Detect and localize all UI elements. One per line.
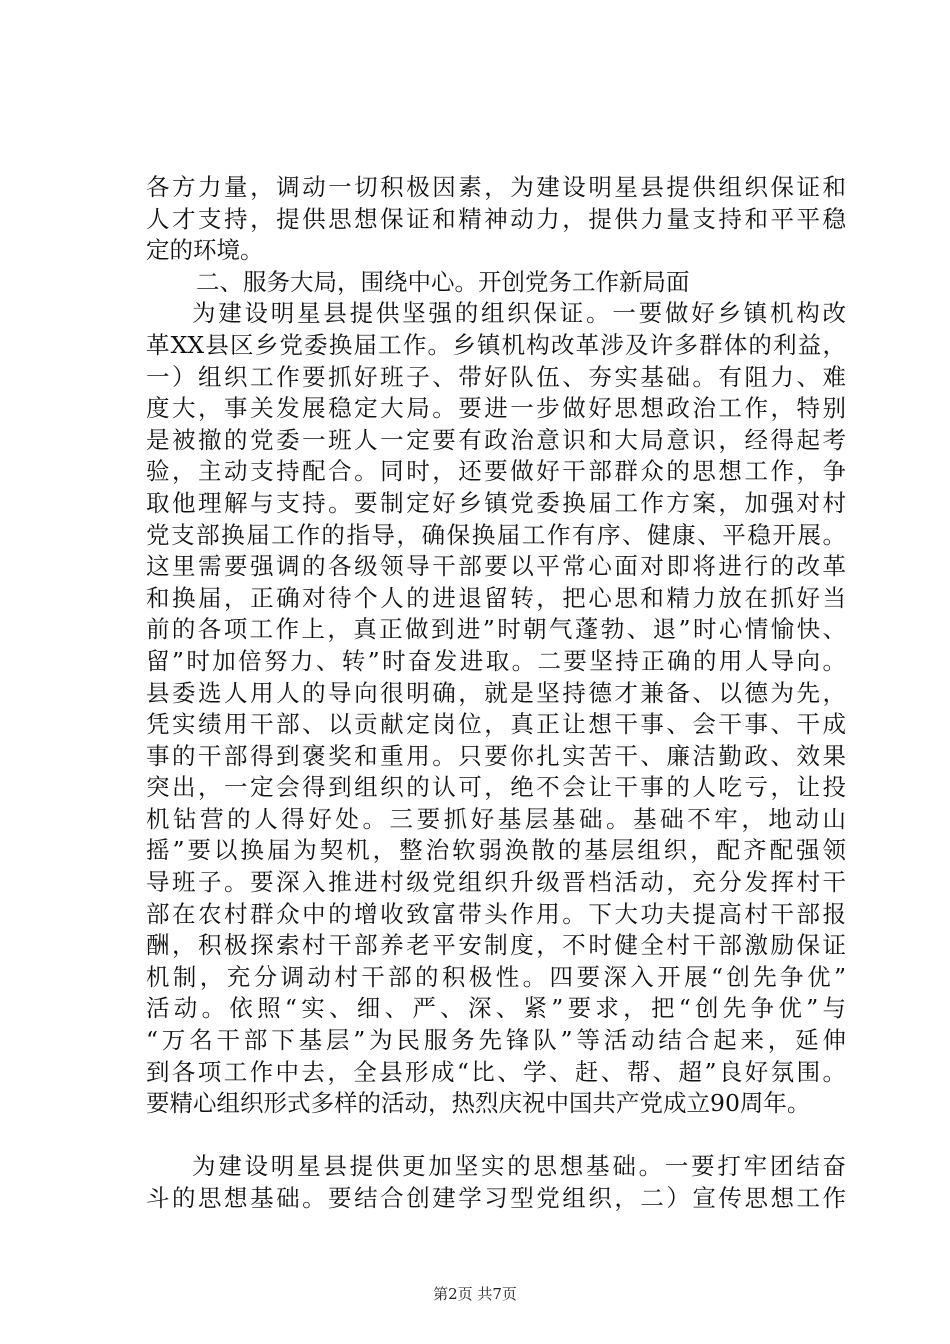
text-line: 部在农村群众中的增收致富带头作用。下大功夫提高村干部报 [146,899,846,928]
text-line: 革XX县区乡党委换届工作。乡镇机构改革涉及许多群体的利益， [146,330,846,359]
text-line: 导班子。要深入推进村级党组织升级晋档活动，充分发挥村干 [146,868,846,897]
page-indicator: 第2页 共7页 [433,1285,517,1303]
text-line: 事的干部得到褒奖和重用。只要你扎实苦干、廉洁勤政、效果 [146,741,846,770]
text-line: 前的各项工作上，真正做到进”时朝气蓬勃、退”时心情愉快、 [146,615,846,644]
text-line: 取他理解与支持。要制定好乡镇党委换届工作方案，加强对村 [146,488,846,517]
text-line: 和换届，正确对待个人的进退留转，把心思和精力放在抓好当 [146,583,846,612]
text-line: 度大，事关发展稳定大局。要进一步做好思想政治工作，特别 [146,394,846,423]
text-line: 摇”要以换届为契机，整治软弱涣散的基层组织，配齐配强领 [146,836,846,865]
text-line: 一）组织工作要抓好班子、带好队伍、夯实基础。有阻力、难 [146,362,846,391]
text-line: “万名干部下基层”为民服务先锋队”等活动结合起来，延伸 [146,1026,846,1055]
text-line: 这里需要强调的各级领导干部要以平常心面对即将进行的改革 [146,552,846,581]
text-line: 机制，充分调动村干部的积极性。四要深入开展“创先争优” [146,962,846,991]
paragraph-gap [146,1120,846,1152]
text-line: 留”时加倍努力、转”时奋发进取。二要坚持正确的用人导向。 [146,646,846,675]
paragraph-intro [146,172,846,267]
document-body [146,172,846,1215]
text-line: 凭实绩用干部、以贡献定岗位，真正让想干事、会干事、干成 [146,710,846,739]
text-line: 人才支持，提供思想保证和精神动力，提供力量支持和平平稳 [146,204,846,233]
text-line: 各方力量，调动一切积极因素，为建设明星县提供组织保证和 [146,173,846,201]
text-line: 是被撤的党委一班人一定要有政治意识和大局意识，经得起考 [146,425,846,454]
text-line: 斗的思想基础。要结合创建学习型党组织，二）宣传思想工作 [146,1184,846,1212]
text-line: 验，主动支持配合。同时，还要做好干部群众的思想工作，争 [146,457,846,486]
section-heading [146,267,846,299]
text-line: 县委选人用人的导向很明确，就是坚持德才兼备、以德为先， [146,678,846,707]
text-line: 为建设明星县提供更加坚实的思想基础。一要打牢团结奋 [192,1152,846,1181]
paragraph-propaganda [146,1151,846,1214]
text-line: 突出，一定会得到组织的认可，绝不会让干事的人吃亏，让投 [146,773,846,802]
text-line: 党支部换届工作的指导，确保换届工作有序、健康、平稳开展。 [146,520,846,549]
text-line: 定的环境。 [146,236,264,265]
text-line: 要精心组织形式多样的活动，热烈庆祝中国共产党成立90周年。 [146,1089,811,1118]
text-line: 活动。依照“实、细、严、深、紧”要求，把“创先争优”与 [146,994,846,1023]
text-line: 酬，积极探索村干部养老平安制度，不时健全村干部激励保证 [146,931,846,960]
text-line: 机钻营的人得好处。三要抓好基层基础。基础不牢，地动山 [146,804,846,833]
paragraph-organization [146,298,846,1119]
heading-line: 二、服务大局，围绕中心。开创党务工作新局面 [196,267,690,296]
text-line: 到各项工作中去，全县形成“比、学、赶、帮、超”良好氛围。 [146,1057,846,1086]
text-line: 为建设明星县提供坚强的组织保证。一要做好乡镇机构改 [192,299,846,328]
